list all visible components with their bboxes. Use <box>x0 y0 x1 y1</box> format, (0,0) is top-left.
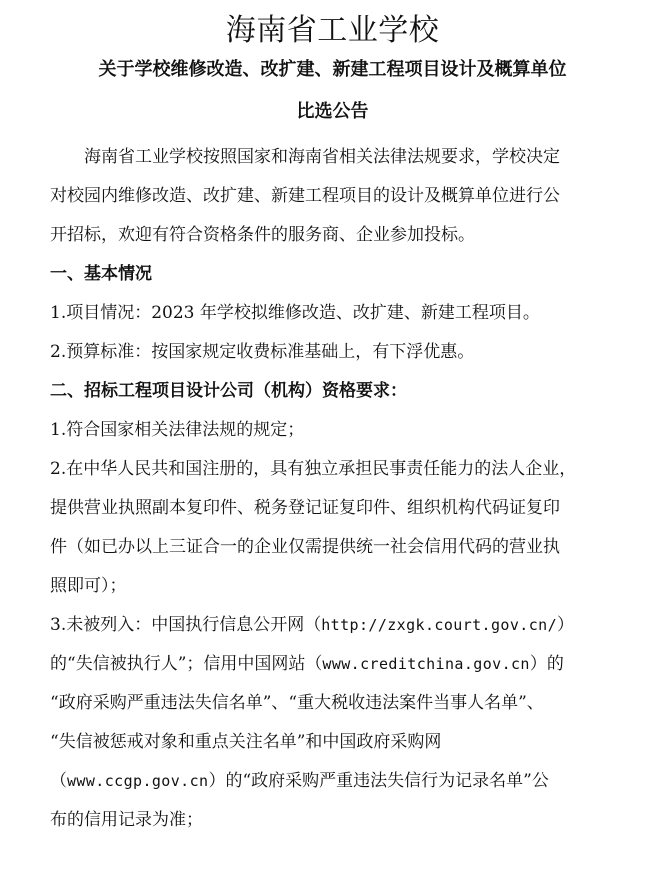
section2-item3-line-4: “失信被惩戒对象和重点关注名单”和中国政府采购网 <box>50 732 442 752</box>
section1-item1: 1.项目情况：2023 年学校拟维修改造、改扩建、新建工程项目。 <box>50 303 540 323</box>
section2-item2-line-1: 2.在中华人民共和国注册的，具有独立承担民事责任能力的法人企业， <box>50 459 577 479</box>
section2-item3-line-1 <box>50 606 615 645</box>
section2-item1: 1.符合国家相关法律法规的规定； <box>50 420 305 440</box>
section2-item3-line-5 <box>50 762 615 801</box>
intro-line-2: 对校园内维修改造、改扩建、新建工程项目的设计及概算单位进行公 <box>50 186 560 206</box>
section2-item2 <box>50 450 615 606</box>
document-body <box>50 138 615 840</box>
announcement-subtitle-line2: 比选公告 <box>296 101 369 122</box>
section2-item2-line-4: 照即可）； <box>50 576 127 596</box>
school-title: 海南省工业学校 <box>225 13 440 48</box>
court-url-link[interactable]: http://zxgk.court.gov.cn/ <box>321 616 558 634</box>
item3-line2-prefix: 的“失信被执行人”；信用中国网站（ <box>50 654 323 674</box>
item3-line5-suffix: ）的“政府采购严重违法失信行为记录名单”公 <box>208 771 549 791</box>
item3-line1-prefix: 3.未被列入：中国执行信息公开网（ <box>50 615 322 635</box>
item3-line2-suffix: ）的 <box>529 654 564 674</box>
item3-line5-prefix: （ <box>50 771 67 791</box>
ccgp-url-link[interactable]: www.ccgp.gov.cn <box>67 772 209 790</box>
intro-paragraph <box>50 138 615 255</box>
section2-item3-line-6: 布的信用记录为准； <box>50 810 203 830</box>
section2-heading: 二、招标工程项目设计公司（机构）资格要求： <box>50 381 407 401</box>
item3-line1-suffix: ） <box>557 615 575 635</box>
intro-line-1: 海南省工业学校按照国家和海南省相关法律法规要求，学校决定 <box>84 147 560 167</box>
section1-heading: 一、基本情况 <box>50 264 152 284</box>
intro-line-3: 开招标，欢迎有符合资格条件的服务商、企业参加投标。 <box>50 225 475 245</box>
section2-item3-line-3: “政府采购严重违法失信名单”、“重大税收违法案件当事人名单”、 <box>50 693 544 713</box>
section2-item2-line-2: 提供营业执照副本复印件、税务登记证复印件、组织机构代码证复印 <box>50 498 560 518</box>
section2-item2-line-3: 件（如已办以上三证合一的企业仅需提供统一社会信用代码的营业执 <box>50 537 560 557</box>
section2-item3-line-2 <box>50 645 615 684</box>
section2-item3 <box>50 606 615 840</box>
section1-item2: 2.预算标准：按国家规定收费标准基础上，有下浮优惠。 <box>50 342 475 362</box>
announcement-subtitle-line1: 关于学校维修改造、改扩建、新建工程项目设计及概算单位 <box>98 59 567 80</box>
creditchina-url-link[interactable]: www.creditchina.gov.cn <box>322 655 530 673</box>
